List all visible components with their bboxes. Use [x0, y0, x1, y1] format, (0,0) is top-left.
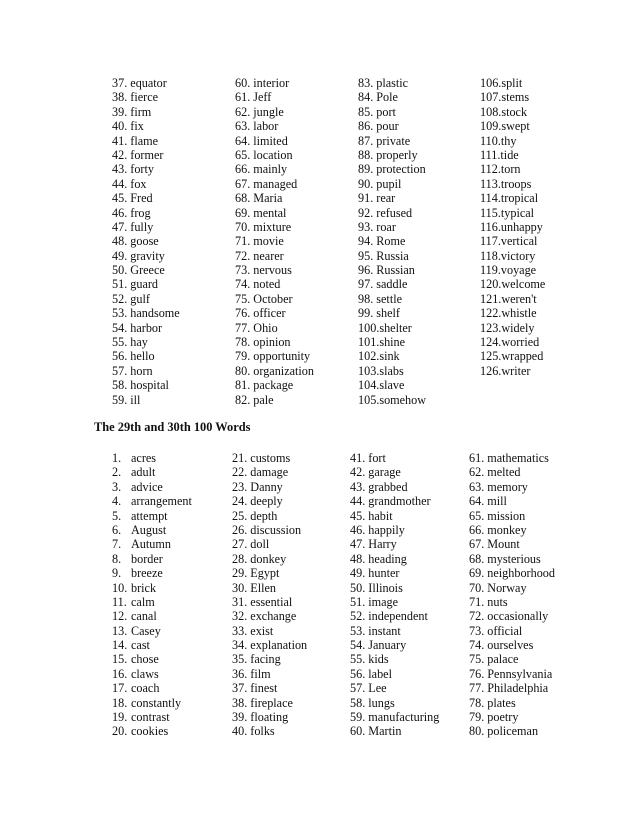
word-list-item: 41. fort: [350, 451, 386, 465]
item-number: 2.: [112, 465, 122, 480]
word-list-item: 75. palace: [469, 652, 519, 667]
word-list-item: 117.vertical: [480, 234, 538, 249]
word-list-item: 68. mysterious: [469, 551, 541, 566]
word-list-item: 61. Jeff: [235, 90, 272, 105]
word-list-item: 123.widely: [480, 320, 535, 335]
word-list-item: 111.tide: [480, 147, 519, 162]
word-list-item: 32. exchange: [232, 609, 297, 624]
word-list-item: [112, 552, 192, 566]
word-list-item: 125.wrapped: [480, 349, 544, 364]
item-word: border: [131, 551, 163, 566]
word-list-item: 64. mill: [469, 494, 507, 509]
word-list-item: 59. ill: [112, 392, 141, 407]
word-list-item: [112, 624, 192, 638]
item-word: chose: [131, 652, 159, 667]
word-list-item: 28. donkey: [232, 551, 287, 566]
word-list-item: [112, 494, 192, 508]
word-list-item: 66. mainly: [235, 162, 288, 177]
word-list-item: [112, 696, 192, 710]
item-word: cast: [131, 638, 150, 653]
numbered-word-column-1: [112, 451, 192, 739]
word-list-item: 42. garage: [350, 465, 401, 480]
item-word: Autumn: [131, 537, 171, 552]
word-list-item: 87. private: [358, 133, 411, 148]
item-number: 13.: [112, 623, 128, 638]
word-list-item: 35. facing: [232, 652, 281, 667]
word-list-item: 34. explanation: [232, 638, 308, 653]
word-list-item: 60. interior: [235, 76, 290, 90]
word-list-item: 63. labor: [235, 119, 279, 134]
word-list-item: 93. roar: [358, 219, 396, 234]
word-list-item: 77. Philadelphia: [469, 681, 549, 696]
word-list-item: 73. nervous: [235, 263, 292, 278]
item-word: constantly: [131, 695, 182, 710]
item-number: 7.: [112, 537, 122, 552]
word-list-item: 95. Russia: [358, 248, 409, 263]
word-column-2: [235, 76, 314, 407]
item-number: 20.: [112, 724, 128, 739]
word-list-item: 21. customs: [232, 451, 291, 465]
word-list-item: 107.stems: [480, 90, 530, 105]
word-list-item: 69. neighborhood: [469, 566, 555, 581]
word-list-item: 78. plates: [469, 695, 516, 710]
word-column-4: [480, 76, 545, 378]
word-list-item: 101.shine: [358, 335, 406, 350]
word-list-item: 37. finest: [232, 681, 278, 696]
word-list-item: 108.stock: [480, 104, 528, 119]
word-list-item: 91. rear: [358, 191, 396, 206]
word-list-item: 121.weren't: [480, 291, 537, 306]
word-list-item: 67. Mount: [469, 537, 520, 552]
item-word: attempt: [131, 508, 168, 523]
word-list-item: 46. happily: [350, 522, 405, 537]
item-word: Casey: [131, 623, 161, 638]
word-list-item: 65. mission: [469, 508, 526, 523]
word-list-item: 49. gravity: [112, 248, 165, 263]
word-list-item: 70. mixture: [235, 219, 292, 234]
item-word: arrangement: [131, 494, 192, 509]
word-list-item: 64. limited: [235, 133, 288, 148]
word-column-3: [358, 76, 426, 407]
word-list-item: 46. frog: [112, 205, 151, 220]
word-list-item: [112, 724, 192, 738]
word-list-item: 81. package: [235, 378, 294, 393]
word-list-item: 54. harbor: [112, 320, 163, 335]
word-list-item: 55. hay: [112, 335, 148, 350]
word-list-item: 50. Greece: [112, 263, 165, 278]
word-column-1: [112, 76, 180, 407]
item-word: August: [131, 522, 167, 537]
word-list-item: 70. Norway: [469, 580, 527, 595]
item-number: 12.: [112, 609, 128, 624]
word-list-item: [112, 710, 192, 724]
word-list-item: 44. grandmother: [350, 494, 431, 509]
item-number: 1.: [112, 451, 122, 465]
item-number: 18.: [112, 695, 128, 710]
word-list-item: 36. film: [232, 666, 271, 681]
word-list-item: 126.writer: [480, 363, 531, 378]
word-list-item: 90. pupil: [358, 176, 402, 191]
word-list-item: 78. opinion: [235, 335, 291, 350]
word-list-item: 43. grabbed: [350, 479, 408, 494]
word-list-item: 80. organization: [235, 363, 314, 378]
word-list-item: 58. hospital: [112, 378, 169, 393]
item-word: advice: [131, 479, 163, 494]
word-list-item: 85. port: [358, 104, 396, 119]
word-list-item: 120.welcome: [480, 277, 546, 292]
word-list-item: 73. official: [469, 623, 523, 638]
word-list-item: 53. instant: [350, 623, 401, 638]
word-list-item: 67. managed: [235, 176, 298, 191]
word-list-item: 79. opportunity: [235, 349, 311, 364]
word-list-item: 69. mental: [235, 205, 287, 220]
word-list-item: 116.unhappy: [480, 219, 543, 234]
word-list-item: 50. Illinois: [350, 580, 403, 595]
word-list-item: 89. protection: [358, 162, 426, 177]
word-list-item: 71. nuts: [469, 594, 508, 609]
word-list-item: 53. handsome: [112, 306, 180, 321]
word-list-item: 97. saddle: [358, 277, 408, 292]
word-list-item: 113.troops: [480, 176, 532, 191]
word-list-item: [112, 681, 192, 695]
word-list-item: 114.tropical: [480, 191, 539, 206]
item-number: 15.: [112, 652, 128, 667]
word-list-item: 110.thy: [480, 133, 517, 148]
word-list-item: 38. fireplace: [232, 695, 293, 710]
word-list-item: 45. Fred: [112, 191, 153, 206]
word-list-item: 51. guard: [112, 277, 159, 292]
word-list-item: 52. independent: [350, 609, 428, 624]
word-list-item: [112, 667, 192, 681]
word-list-item: 40. folks: [232, 724, 275, 739]
word-list-item: [112, 465, 192, 479]
word-list-item: 60. Martin: [350, 724, 402, 739]
word-list-item: [112, 451, 192, 465]
word-list-item: 72. nearer: [235, 248, 284, 263]
word-list-item: 76. Pennsylvania: [469, 666, 553, 681]
item-number: 3.: [112, 479, 122, 494]
word-list-item: 74. ourselves: [469, 638, 534, 653]
word-list-item: 26. discussion: [232, 522, 302, 537]
item-number: 8.: [112, 551, 122, 566]
item-word: brick: [131, 580, 157, 595]
word-list-item: 104.slave: [358, 378, 405, 393]
word-list-item: 63. memory: [469, 479, 528, 494]
word-list-item: [112, 566, 192, 580]
item-word: calm: [131, 594, 155, 609]
item-word: cookies: [131, 724, 169, 739]
word-list-item: [112, 537, 192, 551]
word-list-item: 75. October: [235, 291, 293, 306]
item-number: 10.: [112, 580, 128, 595]
word-list-item: 55. kids: [350, 652, 389, 667]
word-list-item: 106.split: [480, 76, 523, 90]
item-word: breeze: [131, 566, 163, 581]
item-number: 4.: [112, 494, 122, 509]
item-word: contrast: [131, 710, 170, 725]
word-list-item: 57. Lee: [350, 681, 387, 696]
word-list-item: 52. gulf: [112, 291, 150, 306]
item-number: 14.: [112, 638, 128, 653]
word-list-item: 49. hunter: [350, 566, 400, 581]
word-list-item: 62. melted: [469, 465, 521, 480]
word-list-item: 92. refused: [358, 205, 413, 220]
word-list-item: 96. Russian: [358, 263, 415, 278]
word-list-item: 24. deeply: [232, 494, 283, 509]
word-list-item: 58. lungs: [350, 695, 395, 710]
word-list-item: [112, 509, 192, 523]
word-list-item: 56. label: [350, 666, 392, 681]
word-list-item: 68. Maria: [235, 191, 283, 206]
item-number: 9.: [112, 566, 122, 581]
word-list-item: 103.slabs: [358, 363, 404, 378]
item-word: claws: [131, 666, 159, 681]
word-list-item: 98. settle: [358, 291, 403, 306]
word-list-item: 61. mathematics: [469, 451, 549, 465]
item-word: canal: [131, 609, 157, 624]
word-list-item: 41. flame: [112, 133, 159, 148]
item-word: adult: [131, 465, 156, 480]
word-list-item: 47. fully: [112, 219, 154, 234]
word-list-item: 99. shelf: [358, 306, 400, 321]
word-list-item: 40. fix: [112, 119, 144, 134]
word-list-item: 79. poetry: [469, 710, 519, 725]
item-number: 17.: [112, 681, 128, 696]
word-list-item: 31. essential: [232, 594, 293, 609]
word-list-item: 44. fox: [112, 176, 147, 191]
word-list-item: 38. fierce: [112, 90, 159, 105]
word-list-item: 100.shelter: [358, 320, 412, 335]
item-number: 5.: [112, 508, 122, 523]
section-heading: The 29th and 30th 100 Words: [94, 420, 251, 434]
word-list-item: 86. pour: [358, 119, 399, 134]
word-list-item: 39. firm: [112, 104, 152, 119]
word-list-item: 42. former: [112, 147, 164, 162]
word-list-item: 105.somehow: [358, 392, 427, 407]
word-list-item: 62. jungle: [235, 104, 284, 119]
word-list-item: 37. equator: [112, 76, 167, 90]
word-list-item: 48. goose: [112, 234, 159, 249]
word-list-item: 23. Danny: [232, 479, 283, 494]
word-list-item: 84. Pole: [358, 90, 398, 105]
word-list-item: 112.torn: [480, 162, 521, 177]
word-list-item: [112, 638, 192, 652]
word-list-item: [112, 595, 192, 609]
word-list-item: 65. location: [235, 147, 293, 162]
word-list-item: [112, 609, 192, 623]
word-list-item: 122.whistle: [480, 306, 537, 321]
word-list-item: 27. doll: [232, 537, 270, 552]
word-list-item: 118.victory: [480, 248, 536, 263]
word-list-item: 33. exist: [232, 623, 274, 638]
word-list-item: 76. officer: [235, 306, 286, 321]
word-list-item: 25. depth: [232, 508, 278, 523]
word-list-item: 39. floating: [232, 710, 289, 725]
word-list-item: [112, 523, 192, 537]
word-list-item: 88. properly: [358, 147, 418, 162]
word-list-item: 47. Harry: [350, 537, 397, 552]
word-list-item: 56. hello: [112, 349, 155, 364]
word-list-item: 83. plastic: [358, 76, 409, 90]
item-word: acres: [131, 451, 157, 465]
numbered-word-column-4: [469, 451, 555, 739]
word-list-item: 54. January: [350, 638, 407, 653]
word-list-item: 71. movie: [235, 234, 284, 249]
word-list-item: 66. monkey: [469, 522, 527, 537]
word-list-item: 80. policeman: [469, 724, 539, 739]
word-list-item: 77. Ohio: [235, 320, 278, 335]
item-number: 19.: [112, 710, 128, 725]
word-list-item: 94. Rome: [358, 234, 406, 249]
word-list-item: [112, 480, 192, 494]
word-list-item: 74. noted: [235, 277, 281, 292]
word-list-item: 102.sink: [358, 349, 400, 364]
word-list-item: 59. manufacturing: [350, 710, 440, 725]
word-list-item: 29. Egypt: [232, 566, 280, 581]
item-number: 6.: [112, 522, 122, 537]
word-list-item: 45. habit: [350, 508, 393, 523]
word-list-item: 109.swept: [480, 119, 530, 134]
word-list-item: 30. Ellen: [232, 580, 277, 595]
word-list-item: 124.worried: [480, 335, 540, 350]
word-list-item: [112, 652, 192, 666]
word-list-item: 48. heading: [350, 551, 407, 566]
word-list-item: 82. pale: [235, 392, 274, 407]
item-number: 16.: [112, 666, 128, 681]
word-list-item: 72. occasionally: [469, 609, 549, 624]
item-word: coach: [131, 681, 160, 696]
word-list-item: 51. image: [350, 594, 399, 609]
word-list-item: 57. horn: [112, 363, 153, 378]
numbered-word-column-2: [232, 451, 307, 739]
numbered-word-column-3: [350, 451, 439, 739]
word-list-item: 43. forty: [112, 162, 154, 177]
item-number: 11.: [112, 594, 127, 609]
word-list-item: [112, 581, 192, 595]
word-list-item: 115.typical: [480, 205, 535, 220]
word-list-item: 22. damage: [232, 465, 289, 480]
word-list-item: 119.voyage: [480, 263, 537, 278]
